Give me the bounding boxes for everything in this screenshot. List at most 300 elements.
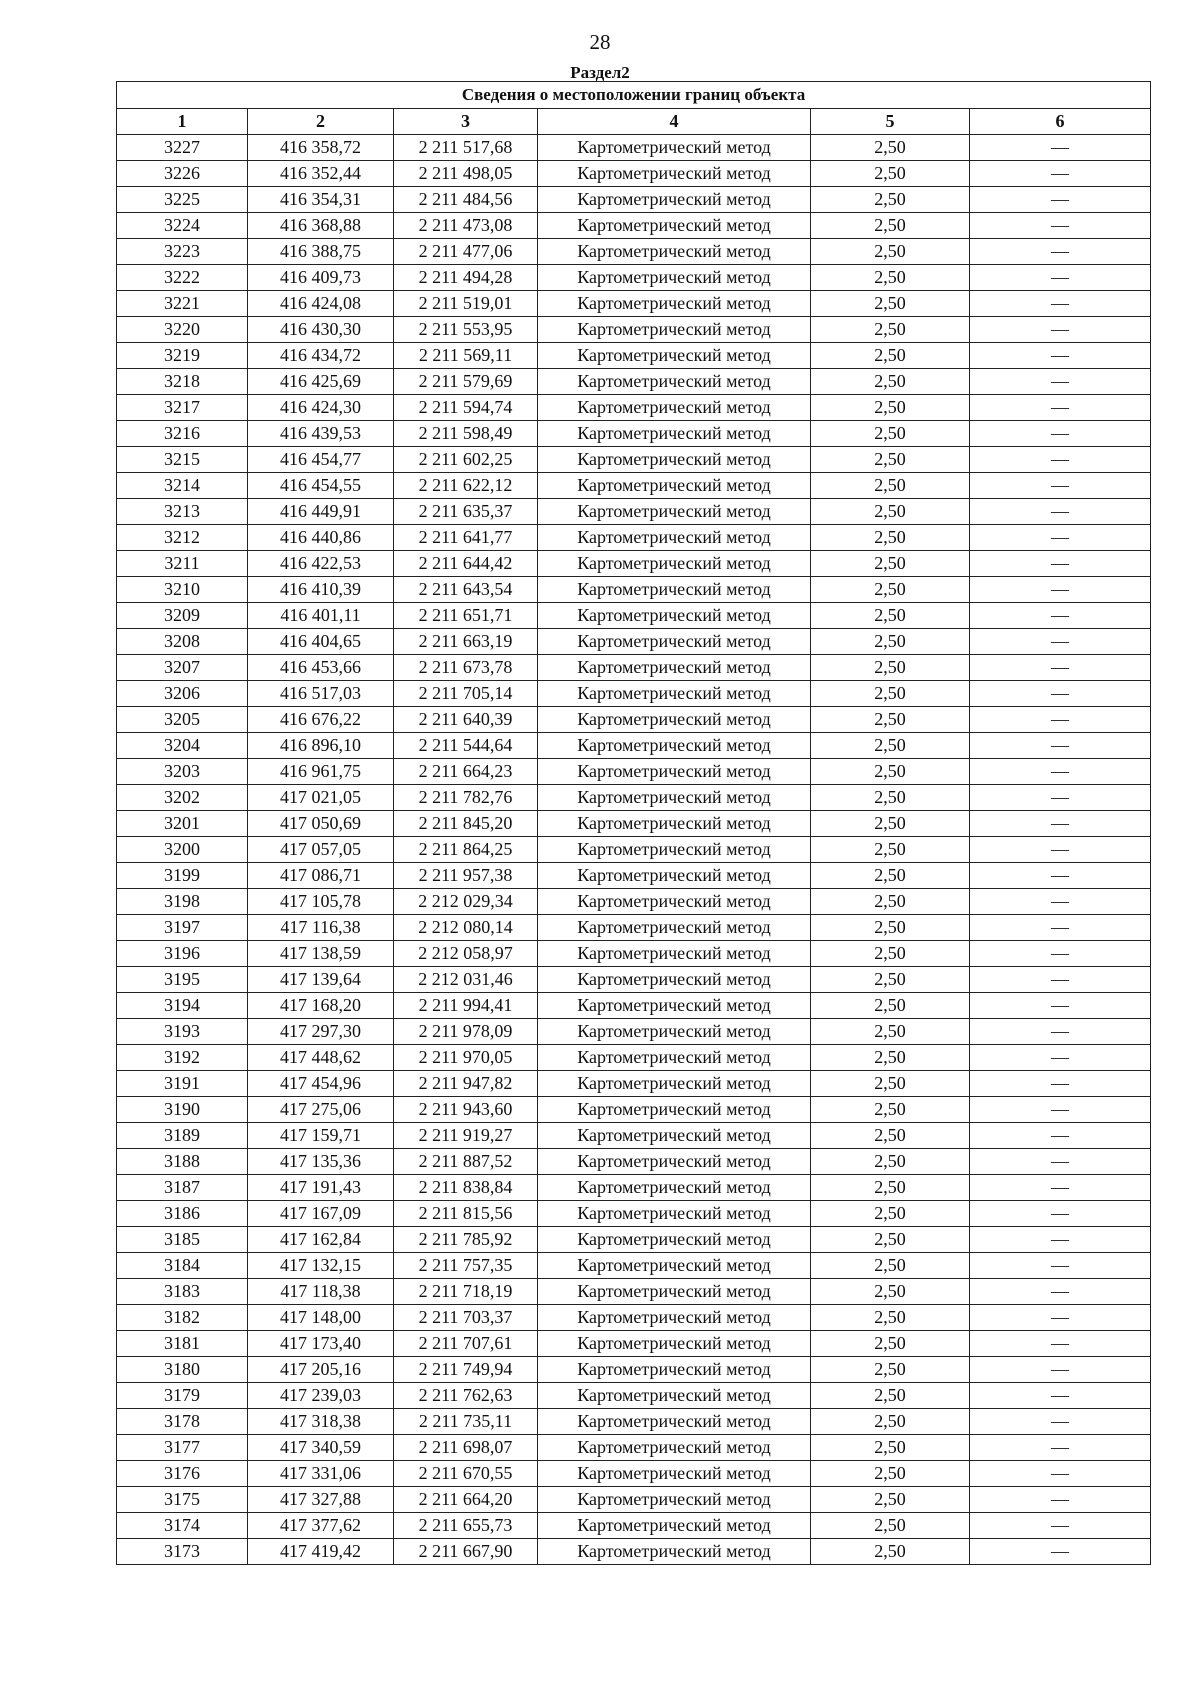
y-coordinate-cell: 2 211 498,05 [394,161,538,187]
method-cell: Картометрический метод [538,733,811,759]
point-number-cell: 3191 [117,1071,248,1097]
accuracy-cell: 2,50 [811,1149,970,1175]
description-cell: — [970,1201,1151,1227]
y-coordinate-cell: 2 211 517,68 [394,135,538,161]
point-number-cell: 3221 [117,291,248,317]
y-coordinate-cell: 2 211 473,08 [394,213,538,239]
y-coordinate-cell: 2 211 957,38 [394,863,538,889]
accuracy-cell: 2,50 [811,1513,970,1539]
method-cell: Картометрический метод [538,421,811,447]
y-coordinate-cell: 2 211 519,01 [394,291,538,317]
table-row [117,1357,1151,1383]
accuracy-cell: 2,50 [811,863,970,889]
y-coordinate-cell: 2 211 622,12 [394,473,538,499]
description-cell: — [970,317,1151,343]
y-coordinate-cell: 2 211 785,92 [394,1227,538,1253]
y-coordinate-cell: 2 211 947,82 [394,1071,538,1097]
method-cell: Картометрический метод [538,1045,811,1071]
description-cell: — [970,161,1151,187]
description-cell: — [970,1409,1151,1435]
point-number-cell: 3217 [117,395,248,421]
method-cell: Картометрический метод [538,1331,811,1357]
y-coordinate-cell: 2 211 782,76 [394,785,538,811]
x-coordinate-cell: 417 057,05 [248,837,394,863]
description-cell: — [970,1071,1151,1097]
point-number-cell: 3210 [117,577,248,603]
point-number-cell: 3176 [117,1461,248,1487]
table-row [117,265,1151,291]
point-number-cell: 3188 [117,1149,248,1175]
table-row [117,785,1151,811]
description-cell: — [970,629,1151,655]
column-header: 3 [394,109,538,135]
y-coordinate-cell: 2 211 670,55 [394,1461,538,1487]
accuracy-cell: 2,50 [811,317,970,343]
y-coordinate-cell: 2 211 635,37 [394,499,538,525]
description-cell: — [970,1513,1151,1539]
accuracy-cell: 2,50 [811,343,970,369]
point-number-cell: 3222 [117,265,248,291]
x-coordinate-cell: 416 434,72 [248,343,394,369]
table-row [117,603,1151,629]
y-coordinate-cell: 2 212 058,97 [394,941,538,967]
point-number-cell: 3190 [117,1097,248,1123]
y-coordinate-cell: 2 211 994,41 [394,993,538,1019]
point-number-cell: 3225 [117,187,248,213]
x-coordinate-cell: 416 358,72 [248,135,394,161]
table-row [117,239,1151,265]
method-cell: Картометрический метод [538,941,811,967]
accuracy-cell: 2,50 [811,421,970,447]
accuracy-cell: 2,50 [811,265,970,291]
table-row [117,291,1151,317]
y-coordinate-cell: 2 211 718,19 [394,1279,538,1305]
method-cell: Картометрический метод [538,967,811,993]
table-row [117,629,1151,655]
method-cell: Картометрический метод [538,369,811,395]
point-number-cell: 3223 [117,239,248,265]
x-coordinate-cell: 417 168,20 [248,993,394,1019]
column-header: 6 [970,109,1151,135]
accuracy-cell: 2,50 [811,1253,970,1279]
x-coordinate-cell: 416 440,86 [248,525,394,551]
accuracy-cell: 2,50 [811,785,970,811]
column-header: 1 [117,109,248,135]
method-cell: Картометрический метод [538,1279,811,1305]
accuracy-cell: 2,50 [811,291,970,317]
point-number-cell: 3197 [117,915,248,941]
table-row [117,993,1151,1019]
description-cell: — [970,525,1151,551]
accuracy-cell: 2,50 [811,1201,970,1227]
accuracy-cell: 2,50 [811,161,970,187]
y-coordinate-cell: 2 212 080,14 [394,915,538,941]
table-row [117,577,1151,603]
point-number-cell: 3189 [117,1123,248,1149]
table-row [117,889,1151,915]
accuracy-cell: 2,50 [811,1071,970,1097]
y-coordinate-cell: 2 211 757,35 [394,1253,538,1279]
description-cell: — [970,1175,1151,1201]
method-cell: Картометрический метод [538,1305,811,1331]
point-number-cell: 3204 [117,733,248,759]
y-coordinate-cell: 2 211 477,06 [394,239,538,265]
y-coordinate-cell: 2 211 641,77 [394,525,538,551]
accuracy-cell: 2,50 [811,1175,970,1201]
method-cell: Картометрический метод [538,499,811,525]
method-cell: Картометрический метод [538,161,811,187]
accuracy-cell: 2,50 [811,577,970,603]
y-coordinate-cell: 2 211 664,23 [394,759,538,785]
point-number-cell: 3201 [117,811,248,837]
table-row [117,525,1151,551]
x-coordinate-cell: 417 118,38 [248,1279,394,1305]
accuracy-cell: 2,50 [811,1331,970,1357]
accuracy-cell: 2,50 [811,681,970,707]
point-number-cell: 3173 [117,1539,248,1565]
point-number-cell: 3194 [117,993,248,1019]
method-cell: Картометрический метод [538,551,811,577]
method-cell: Картометрический метод [538,603,811,629]
point-number-cell: 3179 [117,1383,248,1409]
table-row [117,811,1151,837]
accuracy-cell: 2,50 [811,1409,970,1435]
x-coordinate-cell: 417 191,43 [248,1175,394,1201]
method-cell: Картометрический метод [538,759,811,785]
x-coordinate-cell: 417 448,62 [248,1045,394,1071]
point-number-cell: 3203 [117,759,248,785]
point-number-cell: 3195 [117,967,248,993]
table-row [117,551,1151,577]
x-coordinate-cell: 417 318,38 [248,1409,394,1435]
table-row [117,681,1151,707]
description-cell: — [970,889,1151,915]
description-cell: — [970,395,1151,421]
method-cell: Картометрический метод [538,837,811,863]
y-coordinate-cell: 2 211 749,94 [394,1357,538,1383]
table-row [117,1539,1151,1565]
point-number-cell: 3219 [117,343,248,369]
x-coordinate-cell: 417 135,36 [248,1149,394,1175]
accuracy-cell: 2,50 [811,1357,970,1383]
method-cell: Картометрический метод [538,1123,811,1149]
accuracy-cell: 2,50 [811,655,970,681]
point-number-cell: 3198 [117,889,248,915]
accuracy-cell: 2,50 [811,447,970,473]
table-row [117,369,1151,395]
x-coordinate-cell: 416 409,73 [248,265,394,291]
method-cell: Картометрический метод [538,1409,811,1435]
description-cell: — [970,473,1151,499]
x-coordinate-cell: 417 419,42 [248,1539,394,1565]
method-cell: Картометрический метод [538,1357,811,1383]
description-cell: — [970,447,1151,473]
x-coordinate-cell: 416 454,55 [248,473,394,499]
x-coordinate-cell: 417 021,05 [248,785,394,811]
method-cell: Картометрический метод [538,317,811,343]
table-caption-row [117,82,1151,109]
column-number-row [117,109,1151,135]
table-row [117,707,1151,733]
table-row [117,967,1151,993]
accuracy-cell: 2,50 [811,525,970,551]
y-coordinate-cell: 2 211 705,14 [394,681,538,707]
table-row [117,759,1151,785]
point-number-cell: 3180 [117,1357,248,1383]
method-cell: Картометрический метод [538,135,811,161]
point-number-cell: 3220 [117,317,248,343]
point-number-cell: 3185 [117,1227,248,1253]
point-number-cell: 3216 [117,421,248,447]
description-cell: — [970,1019,1151,1045]
description-cell: — [970,577,1151,603]
point-number-cell: 3214 [117,473,248,499]
description-cell: — [970,1253,1151,1279]
description-cell: — [970,863,1151,889]
table-row [117,655,1151,681]
table-row [117,317,1151,343]
description-cell: — [970,1331,1151,1357]
point-number-cell: 3178 [117,1409,248,1435]
point-number-cell: 3218 [117,369,248,395]
method-cell: Картометрический метод [538,343,811,369]
table-row [117,733,1151,759]
x-coordinate-cell: 416 961,75 [248,759,394,785]
point-number-cell: 3181 [117,1331,248,1357]
y-coordinate-cell: 2 211 579,69 [394,369,538,395]
point-number-cell: 3186 [117,1201,248,1227]
table-row [117,915,1151,941]
method-cell: Картометрический метод [538,655,811,681]
table-row [117,1305,1151,1331]
accuracy-cell: 2,50 [811,941,970,967]
description-cell: — [970,1305,1151,1331]
accuracy-cell: 2,50 [811,473,970,499]
y-coordinate-cell: 2 211 698,07 [394,1435,538,1461]
description-cell: — [970,1045,1151,1071]
y-coordinate-cell: 2 211 919,27 [394,1123,538,1149]
x-coordinate-cell: 416 449,91 [248,499,394,525]
accuracy-cell: 2,50 [811,395,970,421]
accuracy-cell: 2,50 [811,187,970,213]
table-row [117,1487,1151,1513]
y-coordinate-cell: 2 211 651,71 [394,603,538,629]
method-cell: Картометрический метод [538,629,811,655]
accuracy-cell: 2,50 [811,837,970,863]
x-coordinate-cell: 416 410,39 [248,577,394,603]
description-cell: — [970,655,1151,681]
accuracy-cell: 2,50 [811,603,970,629]
description-cell: — [970,811,1151,837]
table-row [117,1435,1151,1461]
table-row [117,1331,1151,1357]
y-coordinate-cell: 2 211 553,95 [394,317,538,343]
x-coordinate-cell: 417 105,78 [248,889,394,915]
point-number-cell: 3211 [117,551,248,577]
x-coordinate-cell: 416 676,22 [248,707,394,733]
table-row [117,161,1151,187]
description-cell: — [970,239,1151,265]
description-cell: — [970,993,1151,1019]
y-coordinate-cell: 2 211 544,64 [394,733,538,759]
table-row [117,1201,1151,1227]
description-cell: — [970,733,1151,759]
x-coordinate-cell: 417 159,71 [248,1123,394,1149]
x-coordinate-cell: 417 297,30 [248,1019,394,1045]
table-row [117,863,1151,889]
description-cell: — [970,603,1151,629]
table-row [117,1019,1151,1045]
description-cell: — [970,1123,1151,1149]
y-coordinate-cell: 2 211 640,39 [394,707,538,733]
y-coordinate-cell: 2 211 655,73 [394,1513,538,1539]
table-row [117,213,1151,239]
description-cell: — [970,681,1151,707]
description-cell: — [970,759,1151,785]
table-caption: Сведения о местоположении границ объекта [117,82,1151,109]
accuracy-cell: 2,50 [811,759,970,785]
method-cell: Картометрический метод [538,1149,811,1175]
x-coordinate-cell: 417 050,69 [248,811,394,837]
table-row [117,1097,1151,1123]
x-coordinate-cell: 416 388,75 [248,239,394,265]
section-title: Раздел2 [570,63,630,82]
accuracy-cell: 2,50 [811,1279,970,1305]
accuracy-cell: 2,50 [811,1435,970,1461]
accuracy-cell: 2,50 [811,239,970,265]
point-number-cell: 3193 [117,1019,248,1045]
accuracy-cell: 2,50 [811,889,970,915]
y-coordinate-cell: 2 211 594,74 [394,395,538,421]
table-row [117,499,1151,525]
method-cell: Картометрический метод [538,473,811,499]
description-cell: — [970,187,1151,213]
description-cell: — [970,213,1151,239]
x-coordinate-cell: 416 430,30 [248,317,394,343]
point-number-cell: 3209 [117,603,248,629]
accuracy-cell: 2,50 [811,915,970,941]
table-row [117,135,1151,161]
accuracy-cell: 2,50 [811,1123,970,1149]
table-row [117,837,1151,863]
description-cell: — [970,1357,1151,1383]
x-coordinate-cell: 416 425,69 [248,369,394,395]
x-coordinate-cell: 417 454,96 [248,1071,394,1097]
x-coordinate-cell: 417 132,15 [248,1253,394,1279]
x-coordinate-cell: 416 454,77 [248,447,394,473]
table-row [117,1123,1151,1149]
x-coordinate-cell: 416 439,53 [248,421,394,447]
y-coordinate-cell: 2 211 602,25 [394,447,538,473]
description-cell: — [970,551,1151,577]
point-number-cell: 3207 [117,655,248,681]
table-row [117,447,1151,473]
description-cell: — [970,265,1151,291]
x-coordinate-cell: 416 424,08 [248,291,394,317]
column-header: 2 [248,109,394,135]
y-coordinate-cell: 2 211 707,61 [394,1331,538,1357]
accuracy-cell: 2,50 [811,1227,970,1253]
y-coordinate-cell: 2 211 887,52 [394,1149,538,1175]
point-number-cell: 3202 [117,785,248,811]
method-cell: Картометрический метод [538,1097,811,1123]
method-cell: Картометрический метод [538,1227,811,1253]
table-row [117,1149,1151,1175]
x-coordinate-cell: 417 148,00 [248,1305,394,1331]
method-cell: Картометрический метод [538,681,811,707]
x-coordinate-cell: 417 239,03 [248,1383,394,1409]
description-cell: — [970,135,1151,161]
point-number-cell: 3224 [117,213,248,239]
y-coordinate-cell: 2 211 643,54 [394,577,538,603]
y-coordinate-cell: 2 211 838,84 [394,1175,538,1201]
table-row [117,1227,1151,1253]
method-cell: Картометрический метод [538,1539,811,1565]
description-cell: — [970,291,1151,317]
x-coordinate-cell: 416 404,65 [248,629,394,655]
description-cell: — [970,1097,1151,1123]
table-row [117,1045,1151,1071]
coordinates-table [116,81,1151,1565]
page-number: 28 [589,30,611,54]
method-cell: Картометрический метод [538,213,811,239]
x-coordinate-cell: 417 116,38 [248,915,394,941]
table-row [117,1175,1151,1201]
y-coordinate-cell: 2 211 664,20 [394,1487,538,1513]
description-cell: — [970,343,1151,369]
description-cell: — [970,1487,1151,1513]
x-coordinate-cell: 416 401,11 [248,603,394,629]
y-coordinate-cell: 2 212 031,46 [394,967,538,993]
x-coordinate-cell: 417 205,16 [248,1357,394,1383]
method-cell: Картометрический метод [538,811,811,837]
x-coordinate-cell: 417 340,59 [248,1435,394,1461]
method-cell: Картометрический метод [538,785,811,811]
point-number-cell: 3205 [117,707,248,733]
method-cell: Картометрический метод [538,993,811,1019]
point-number-cell: 3200 [117,837,248,863]
table-row [117,421,1151,447]
table-row [117,941,1151,967]
description-cell: — [970,421,1151,447]
method-cell: Картометрический метод [538,525,811,551]
method-cell: Картометрический метод [538,915,811,941]
method-cell: Картометрический метод [538,707,811,733]
table-row [117,1461,1151,1487]
y-coordinate-cell: 2 211 815,56 [394,1201,538,1227]
x-coordinate-cell: 417 167,09 [248,1201,394,1227]
y-coordinate-cell: 2 211 598,49 [394,421,538,447]
table-row [117,1383,1151,1409]
point-number-cell: 3183 [117,1279,248,1305]
method-cell: Картометрический метод [538,1487,811,1513]
accuracy-cell: 2,50 [811,707,970,733]
method-cell: Картометрический метод [538,1019,811,1045]
description-cell: — [970,1383,1151,1409]
x-coordinate-cell: 416 422,53 [248,551,394,577]
accuracy-cell: 2,50 [811,135,970,161]
point-number-cell: 3192 [117,1045,248,1071]
accuracy-cell: 2,50 [811,1097,970,1123]
method-cell: Картометрический метод [538,863,811,889]
accuracy-cell: 2,50 [811,213,970,239]
x-coordinate-cell: 417 331,06 [248,1461,394,1487]
table-row [117,1279,1151,1305]
column-header: 5 [811,109,970,135]
method-cell: Картометрический метод [538,187,811,213]
y-coordinate-cell: 2 211 644,42 [394,551,538,577]
accuracy-cell: 2,50 [811,733,970,759]
